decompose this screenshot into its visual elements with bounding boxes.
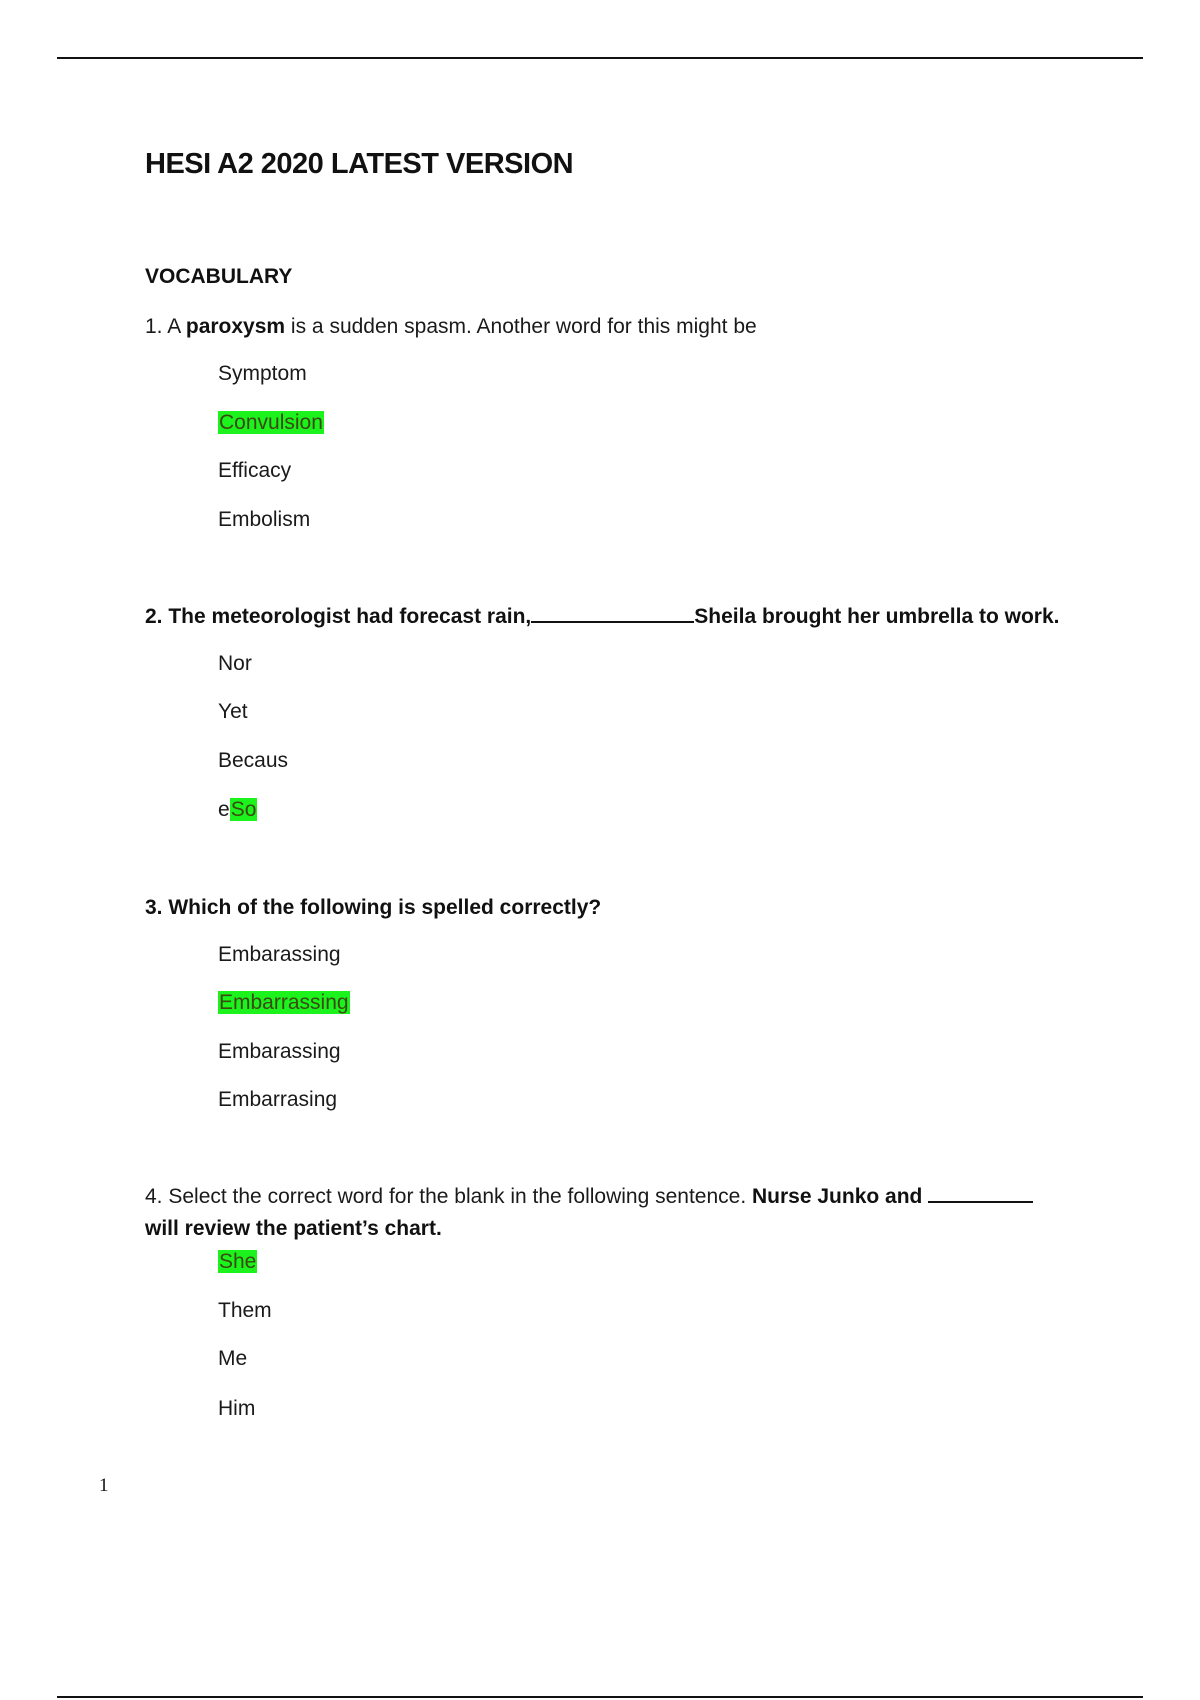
- answer-option[interactable]: Him: [218, 1397, 256, 1420]
- answer-option[interactable]: Nor: [218, 652, 252, 675]
- question-2-stem-after: Sheila brought her umbrella to work.: [694, 605, 1060, 628]
- answer-option[interactable]: Them: [218, 1299, 272, 1322]
- question-4-stem: [145, 1181, 1085, 1245]
- question-3-stem: 3. Which of the following is spelled correctly?: [145, 896, 602, 919]
- answer-option[interactable]: Efficacy: [218, 459, 292, 482]
- answer-option-correct[interactable]: [218, 796, 257, 824]
- question-2: [145, 601, 1085, 821]
- answer-option[interactable]: Embarassing: [218, 1040, 341, 1063]
- question-3: [145, 892, 1085, 1111]
- document-title: HESI A2 2020 LATEST VERSION: [145, 148, 574, 180]
- answer-option[interactable]: Embolism: [218, 508, 311, 531]
- answer-fragment: e: [218, 798, 230, 821]
- answer-option[interactable]: Becaus: [218, 749, 289, 772]
- question-2-stem-before: 2. The meteorologist had forecast rain,: [145, 605, 532, 628]
- answer-option[interactable]: Symptom: [218, 362, 307, 385]
- answer-highlight: She: [219, 1250, 257, 1273]
- question-1: [145, 311, 1085, 531]
- answer-option-correct[interactable]: [218, 409, 324, 437]
- question-1-stem-suffix: is a sudden spasm. Another word for this might be: [285, 315, 757, 338]
- answer-option-correct[interactable]: [218, 1248, 257, 1276]
- question-1-stem: [145, 311, 1085, 343]
- answer-option[interactable]: Me: [218, 1347, 248, 1370]
- question-4: [145, 1181, 1085, 1420]
- answer-option[interactable]: Yet: [218, 700, 248, 723]
- question-1-stem-prefix: 1. A: [145, 315, 186, 338]
- answer-option[interactable]: Embarrasing: [218, 1088, 338, 1111]
- answer-highlight: Convulsion: [219, 411, 323, 434]
- page-number: 1: [99, 1475, 109, 1496]
- answer-highlight: So: [230, 798, 257, 821]
- answer-option[interactable]: Embarassing: [218, 943, 341, 966]
- question-4-stem-bold: Nurse Junko and: [752, 1185, 929, 1208]
- section-heading-vocabulary: VOCABULARY: [145, 265, 293, 288]
- question-4-stem-bold-continued: will review the patient’s chart.: [145, 1217, 442, 1240]
- question-2-stem: [145, 601, 1085, 633]
- question-4-stem-regular: 4. Select the correct word for the blank in the following sentence.: [145, 1185, 753, 1208]
- top-rule: [57, 57, 1143, 59]
- fill-in-blank: [531, 601, 694, 623]
- question-1-keyword: paroxysm: [185, 315, 286, 338]
- answer-highlight: Embarrassing: [219, 991, 349, 1014]
- fill-in-blank: [928, 1181, 1033, 1203]
- bottom-rule: [57, 1696, 1143, 1698]
- answer-option-correct[interactable]: [218, 989, 350, 1017]
